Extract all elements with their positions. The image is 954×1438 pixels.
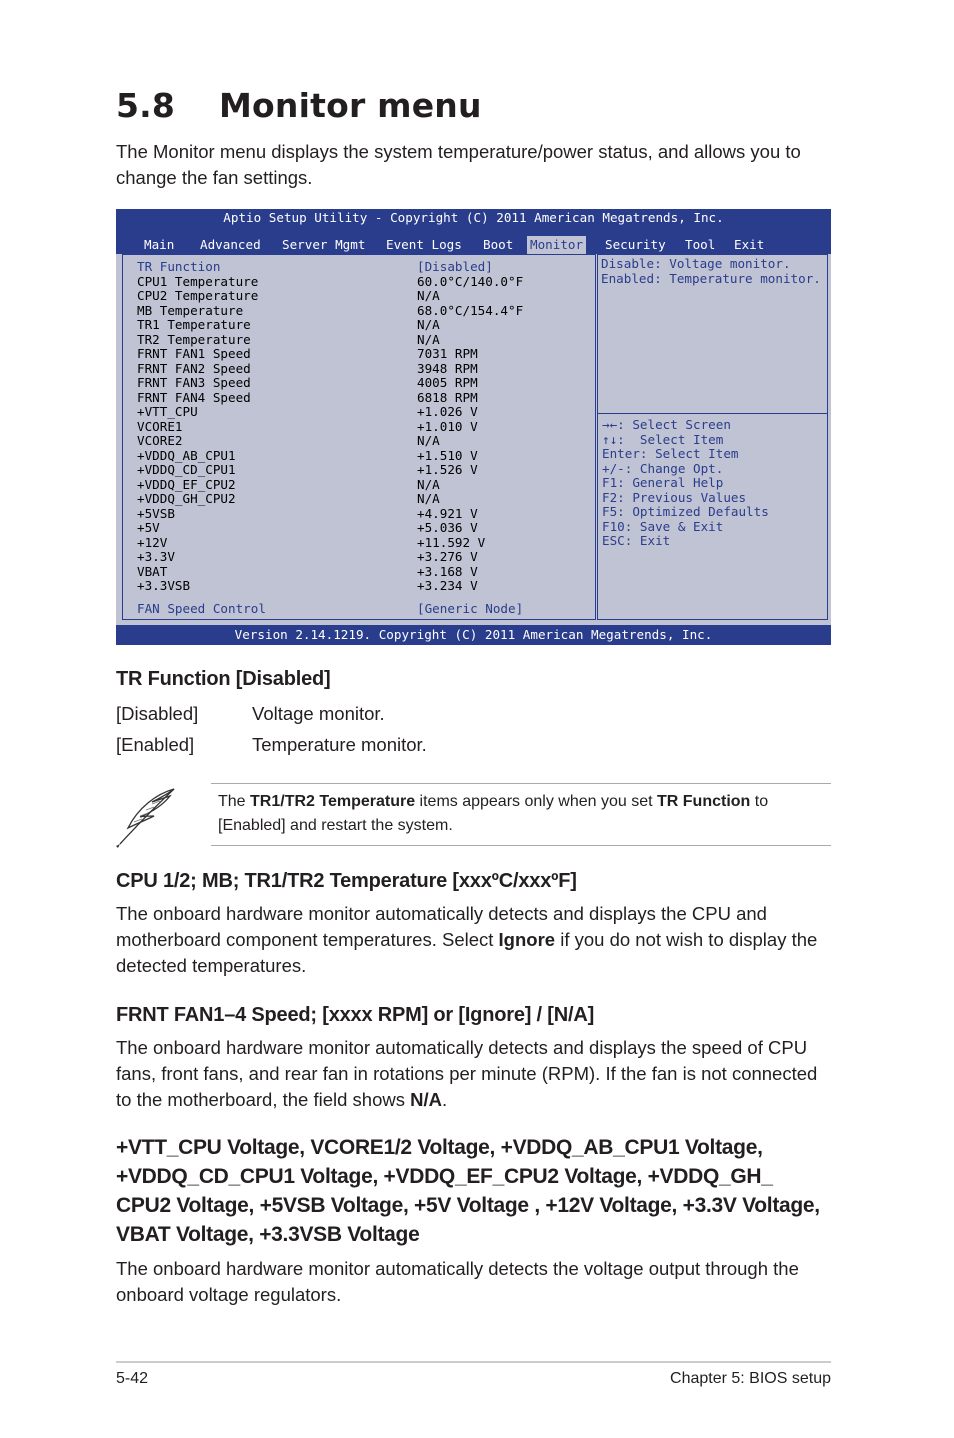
menu-tab-monitor[interactable]: Monitor: [527, 236, 586, 254]
help-text: Disable: Voltage monitor.: [601, 256, 791, 271]
chapter-label: Chapter 5: BIOS setup: [670, 1370, 831, 1387]
menu-tab-exit[interactable]: Exit: [734, 237, 765, 252]
menu-tab-server-mgmt[interactable]: Server Mgmt: [282, 237, 366, 252]
footer-rule: [116, 1361, 831, 1363]
bios-settings-pane: TR Function [Disabled] CPU1 Temperature 60.0°C/140.0°F CPU2 Temperature N/A MB Temperature 68.0°C/154.4°F TR1 Temperature N/A TR2 Temperature N/A FRNT FAN1 Speed 7031 RPM FRNT FAN2 Speed 3948 RPM FRNT FAN3 Speed 4005 RPM FRNT FAN4 Speed 6818 RPM +VTT_CPU +1.026 V VCORE1 +1.010 V VCORE2 N/A +VDDQ_AB_CPU1 +1.510 V +VDDQ_CD_CPU1 +1.526 V +VDDQ_EF_CPU2 N/A +VDDQ_GH_CPU2 N/A +5VSB +4.921 V +5V +5.036 V +12V +11.592 V +3.3V +3.276 V VBAT +3.168 V +3.3VSB +3.234 V FAN Speed Control [Generic Node]: [122, 254, 596, 620]
feather-pen-icon: [112, 786, 184, 850]
key-hint: +/-: Change Opt.: [602, 460, 724, 476]
key-hint: Enter: Select Item: [602, 446, 739, 461]
note-top-rule: [211, 783, 831, 784]
key-hint: F10: Save & Exit: [602, 518, 724, 534]
menu-tab-boot[interactable]: Boot: [483, 237, 514, 252]
temperature-heading: CPU 1/2; MB; TR1/TR2 Temperature [xxxºC/xxxºF]: [116, 870, 577, 892]
key-hint: ESC: Exit: [602, 533, 671, 548]
key-hint: →←: Select Screen: [602, 417, 731, 432]
menu-tab-event-logs[interactable]: Event Logs: [386, 237, 462, 252]
option-desc: Temperature monitor.: [252, 734, 427, 755]
note-text: The TR1/TR2 Temperature items appears only when you set TR Function to [Enabled] and restart the system.: [218, 793, 769, 834]
menu-tab-tool[interactable]: Tool: [685, 237, 716, 252]
menu-tab-main[interactable]: Main: [144, 237, 175, 252]
option-key: [Enabled]: [116, 734, 195, 755]
intro-paragraph: The Monitor menu displays the system temperature/power status, and allows you to change the fan settings.: [116, 141, 801, 188]
key-hint: F1: General Help: [602, 475, 724, 490]
help-divider: [598, 413, 827, 414]
voltage-paragraph: The onboard hardware monitor automatically detects the voltage output through the onboard voltage regulators.: [116, 1258, 799, 1305]
page-number: 5-42: [116, 1370, 149, 1387]
note-bottom-rule: [211, 845, 831, 846]
section-title: Monitor menu: [219, 86, 482, 125]
temperature-paragraph: The onboard hardware monitor automatically detects and displays the CPU and motherboard component temperatures. Select Ignore if you do not wish to display the detected temperatures.: [116, 903, 818, 976]
fan-speed-paragraph: The onboard hardware monitor automatically detects and displays the speed of CPU fans, front fans, and rear fan in rotations per minute (RPM). If the fan is not connected to the motherboard, the field shows N/A.: [116, 1037, 818, 1110]
key-hint: F5: Optimized Defaults: [602, 504, 769, 519]
option-enabled: [116, 734, 427, 756]
bios-menu-bar: [116, 227, 831, 254]
section-number: 5.8: [116, 86, 176, 125]
key-hint: ↑↓: Select Item: [602, 431, 724, 447]
page-title: [116, 86, 482, 125]
help-text: Enabled: Temperature monitor.: [601, 270, 821, 286]
bios-help-pane: [597, 254, 828, 620]
option-desc: Voltage monitor.: [252, 703, 385, 724]
option-key: [Disabled]: [116, 703, 199, 724]
bios-title-bar: Aptio Setup Utility - Copyright (C) 2011 American Megatrends, Inc.: [116, 209, 831, 227]
voltage-heading: +VTT_CPU Voltage, VCORE1/2 Voltage, +VDDQ_AB_CPU1 Voltage, +VDDQ_CD_CPU1 Voltage, +VDDQ_EF_CPU2 Voltage, +VDDQ_GH_ CPU2 Voltage, +5VSB Voltage, +5V Voltage , +12V Voltage, +3.3V Voltage, VBAT Voltage, +3.3VSB Voltage: [116, 1136, 820, 1246]
option-disabled: [116, 703, 385, 725]
bios-version-bar: Version 2.14.1219. Copyright (C) 2011 American Megatrends, Inc.: [116, 625, 831, 645]
fan-speed-heading: FRNT FAN1–4 Speed; [xxxx RPM] or [Ignore] / [N/A]: [116, 1004, 595, 1026]
menu-tab-advanced[interactable]: Advanced: [200, 237, 261, 252]
tr-function-heading: TR Function [Disabled]: [116, 668, 331, 690]
menu-tab-security[interactable]: Security: [605, 237, 666, 252]
key-hint: F2: Previous Values: [602, 489, 747, 505]
bios-screen: [116, 209, 831, 645]
